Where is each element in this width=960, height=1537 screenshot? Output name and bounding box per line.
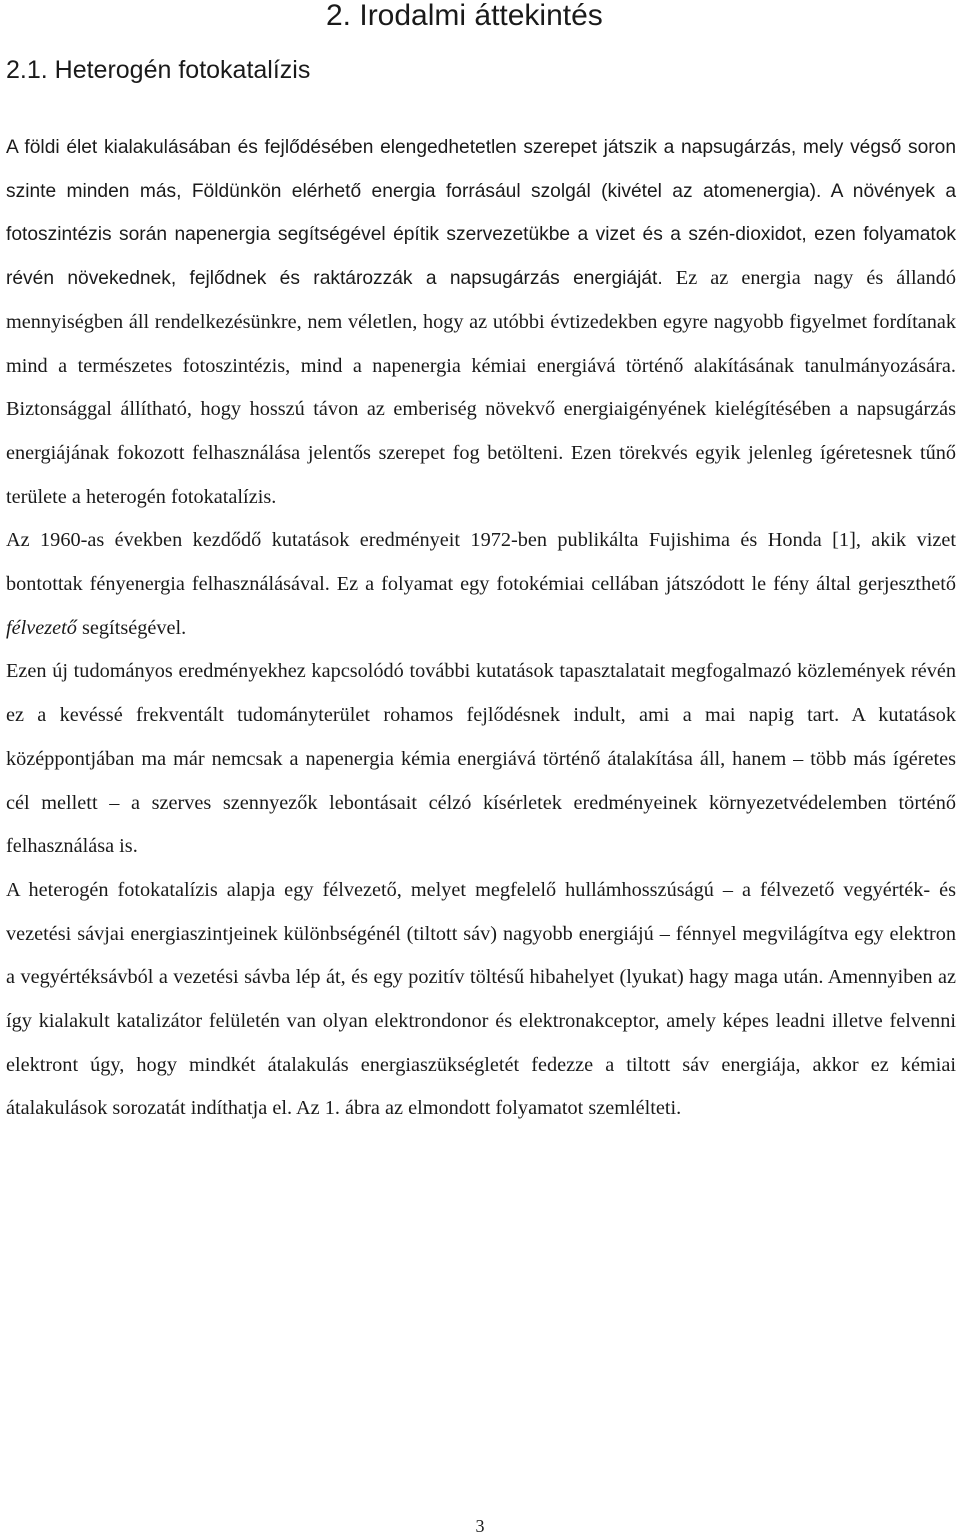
body-text: [6, 126, 956, 1131]
chapter-title: 2. Irodalmi áttekintés: [326, 0, 603, 32]
paragraph-history-tail: segítségével.: [76, 616, 187, 639]
paragraph-intro: [6, 126, 956, 519]
paragraph-research: Ezen új tudományos eredményekhez kapcsolódó további kutatások tapasztalatait megfogalmazó közlemények révén ez a kevéssé frekventált tudományterület rohamos fejlődésnek indult, ami a mai napig tart. A kutatások középpontjában ma már nemcsak a napenergia kémia energiává történő átalakítása áll, hanem – több más ígéretes cél mellett – a szerves szennyezők lebontásait célzó kísérletek eredményeinek környezetvédelemben történő felhasználása is.: [6, 660, 956, 858]
paragraph-history-text: Az 1960-as években kezdődő kutatások eredményeit 1972-ben publikálta Fujishima és Honda [1], akik vizet bontottak fényenergia felhasználásával. Ez a folyamat egy fotokémiai cellában játszódott le fény által gerjeszthető: [6, 529, 956, 596]
emphasized-term-felvezeto: félvezető: [6, 616, 77, 639]
paragraph-intro-serif-part: Ez az energia nagy és állandó mennyiségben áll rendelkezésünkre, nem véletlen, hogy az utóbbi évtizedekben egyre nagyobb figyelmet fordítanak mind a természetes fotoszintézis, mind a napenergia kémiai energiává történő alakításának tanulmányozására. Biztonsággal állítható, hogy hosszú távon az emberiség növekvő energiaigényének kielégítésében a napsugárzás energiájának fokozott felhasználása jelentős szerepet fog betölteni. Ezen törekvés egyik jelenleg ígéretesnek tűnő területe a heterogén fotokatalízis.: [6, 267, 956, 508]
paragraph-history: [6, 519, 956, 650]
paragraph-intro-sans-part: A földi élet kialakulásában és fejlődésében elengedhetetlen szerepet játszik a napsugárzás, mely végső soron szinte minden más, Földünkön elérhető energia forrásául szolgál (kivétel az atomenergia). A növények a fotoszintézis során napenergia segítségével építik szervezetükbe a vizet és a szén-dioxidot, ezen folyamatok révén növekednek, fejlődnek és raktározzák a napsugárzás energiáját.: [6, 137, 956, 290]
section-title: 2.1. Heterogén fotokatalízis: [6, 56, 311, 84]
paragraph-mechanism: A heterogén fotokatalízis alapja egy félvezető, melyet megfelelő hullámhosszúságú – a félvezető vegyérték- és vezetési sávjai energiaszintjeinek különbségénél (tiltott sáv) nagyobb energiájú – fénnyel megvilágítva egy elektron a vegyértéksávból a vezetési sávba lép át, és egy pozitív töltésű hibahelyet (lyukat) hagy maga után. Amennyiben az így kialakult katalizátor felületén van olyan elektrondonor és elektronakceptor, amely képes leadni illetve felvenni elektront úgy, hogy mindkét átalakulás energiaszükségletét fedezze a tiltott sáv energiája, akkor ez kémiai átalakulások sorozatát indíthatja el. Az 1. ábra az elmondott folyamatot szemlélteti.: [6, 878, 956, 1120]
page-number: 3: [475, 1516, 485, 1536]
